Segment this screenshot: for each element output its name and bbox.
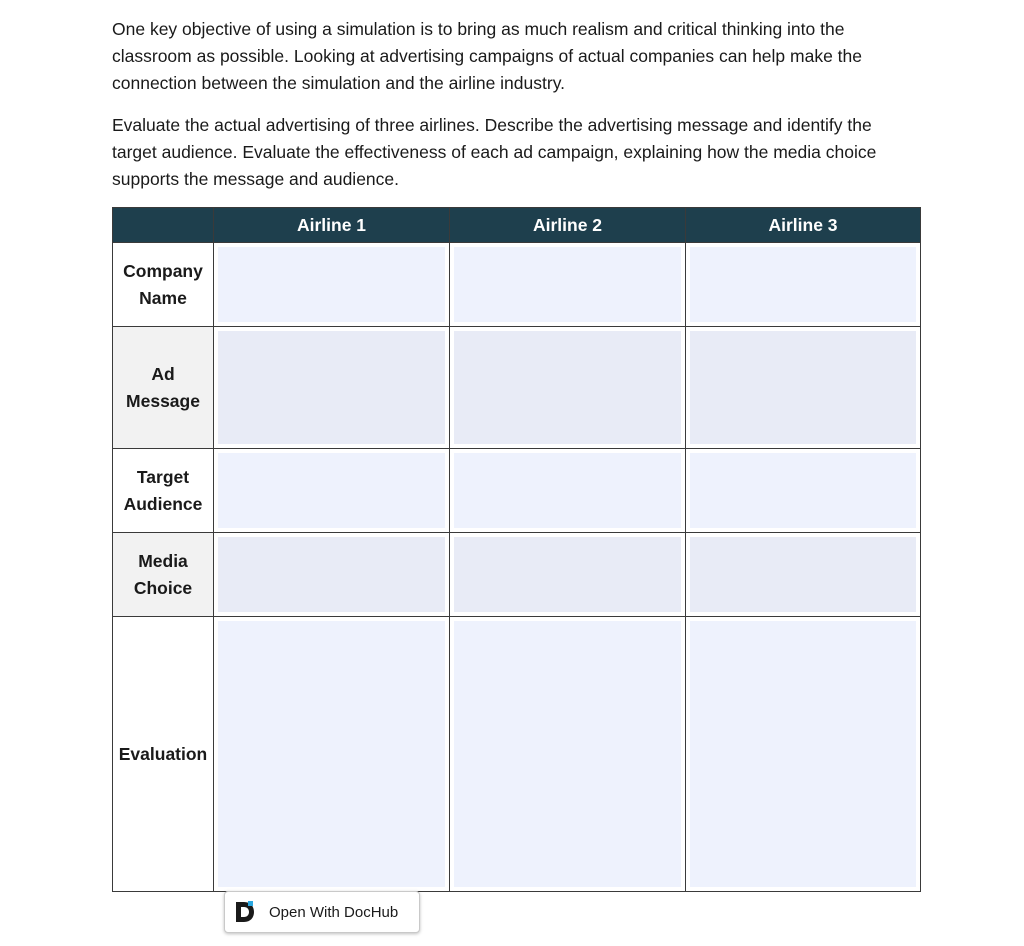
- input-media-choice-airline-3[interactable]: [690, 537, 916, 612]
- row-label-media-choice: [113, 533, 214, 617]
- input-ad-message-airline-2[interactable]: [454, 331, 681, 444]
- input-target-audience-airline-1[interactable]: [218, 453, 445, 528]
- input-media-choice-airline-1[interactable]: [218, 537, 445, 612]
- input-company-name-airline-1[interactable]: [218, 247, 445, 322]
- open-with-dochub-button[interactable]: [224, 891, 420, 933]
- cell-company-name-airline-3: [686, 243, 921, 327]
- cell-media-choice-airline-1: [214, 533, 450, 617]
- row-label-evaluation: [113, 617, 214, 892]
- airline-ad-worksheet-table: [112, 207, 921, 892]
- header-airline-3: Airline 3: [686, 208, 921, 243]
- cell-company-name-airline-1: [214, 243, 450, 327]
- cell-target-audience-airline-2: [450, 449, 686, 533]
- input-target-audience-airline-2[interactable]: [454, 453, 681, 528]
- row-label-line: Audience: [123, 493, 203, 514]
- cell-evaluation-airline-3: [686, 617, 921, 892]
- open-with-dochub-label: Open With DocHub: [269, 903, 399, 921]
- cell-ad-message-airline-2: [450, 327, 686, 449]
- input-target-audience-airline-3[interactable]: [690, 453, 916, 528]
- cell-evaluation-airline-1: [214, 617, 450, 892]
- header-airline-1: Airline 1: [214, 208, 450, 243]
- cell-media-choice-airline-2: [450, 533, 686, 617]
- input-company-name-airline-2[interactable]: [454, 247, 681, 322]
- row-label-line: Message: [126, 390, 200, 411]
- row-label-target-audience: [113, 449, 214, 533]
- input-evaluation-airline-1[interactable]: [218, 621, 445, 887]
- cell-evaluation-airline-2: [450, 617, 686, 892]
- input-company-name-airline-3[interactable]: [690, 247, 916, 322]
- row-company-name: [113, 243, 921, 327]
- row-evaluation: [113, 617, 921, 892]
- row-label-line: Choice: [133, 577, 193, 598]
- cell-ad-message-airline-1: [214, 327, 450, 449]
- row-target-audience: [113, 449, 921, 533]
- cell-target-audience-airline-1: [214, 449, 450, 533]
- row-label-ad-message: [113, 327, 214, 449]
- row-media-choice: [113, 533, 921, 617]
- input-media-choice-airline-2[interactable]: [454, 537, 681, 612]
- input-evaluation-airline-3[interactable]: [690, 621, 916, 887]
- input-evaluation-airline-2[interactable]: [454, 621, 681, 887]
- intro-paragraph-2: Evaluate the actual advertising of three airlines. Describe the advertising message and identify the target audience. Evaluate the effectiveness of each ad campaign, explaining how the media choice supports the message and audience.: [112, 115, 877, 189]
- row-label-line: Media: [138, 550, 188, 571]
- table-header-row: [113, 208, 921, 243]
- input-ad-message-airline-1[interactable]: [218, 331, 445, 444]
- row-ad-message: [113, 327, 921, 449]
- cell-media-choice-airline-3: [686, 533, 921, 617]
- row-label-line: Evaluation: [118, 743, 208, 764]
- row-label-line: Name: [139, 287, 187, 308]
- row-label-line: Company: [123, 260, 203, 281]
- cell-ad-message-airline-3: [686, 327, 921, 449]
- row-label-company-name: [113, 243, 214, 327]
- row-label-line: Ad: [151, 363, 175, 384]
- input-ad-message-airline-3[interactable]: [690, 331, 916, 444]
- header-airline-2: Airline 2: [450, 208, 686, 243]
- intro-paragraph-1: One key objective of using a simulation is to bring as much realism and critical thinking into the classroom as possible. Looking at advertising campaigns of actual companies can help make the connection between the simulation and the airline industry.: [112, 19, 862, 93]
- row-label-line: Target: [136, 466, 190, 487]
- cell-company-name-airline-2: [450, 243, 686, 327]
- header-corner: [113, 208, 214, 243]
- cell-target-audience-airline-3: [686, 449, 921, 533]
- dochub-logo-icon: [234, 900, 256, 924]
